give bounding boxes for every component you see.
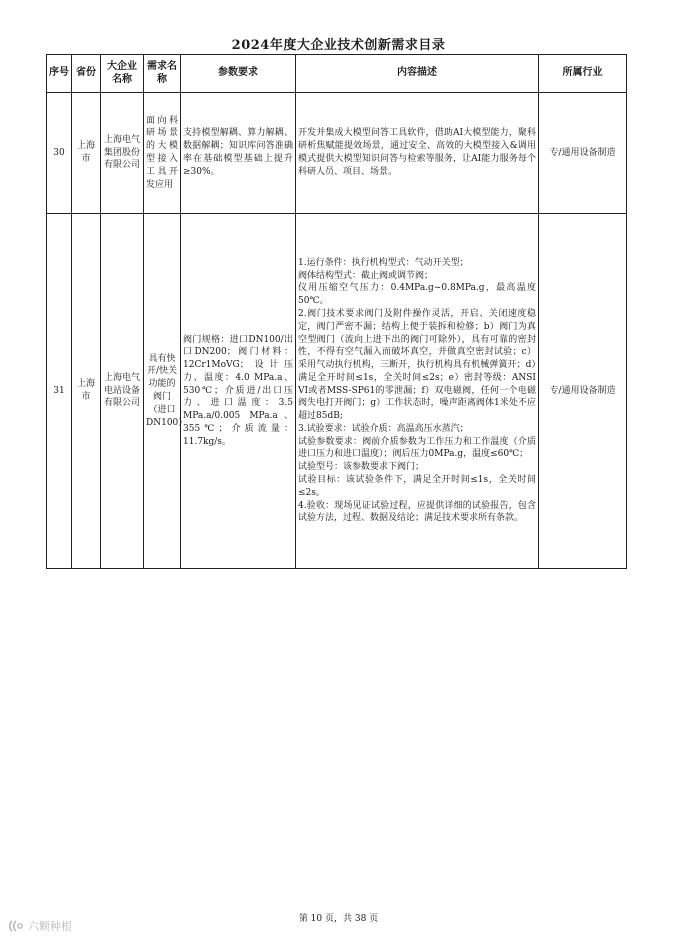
cell-enterprise: 上海电气集团股份有限公司 — [101, 93, 144, 214]
header-enterprise: 大企业名称 — [101, 55, 144, 93]
cell-params: 支持模型解耦、算力解耦、数据解耦；知识库问答准确率在基础模型基础上提升≥30%。 — [181, 93, 296, 214]
cell-need: 具有快开/快关功能的阀门（进口DN100） — [144, 214, 181, 569]
header-seq: 序号 — [47, 55, 72, 93]
cell-province: 上海市 — [72, 93, 101, 214]
table-row — [47, 93, 627, 214]
header-content: 内容描述 — [296, 55, 539, 93]
cell-params: 阀门规格：进口DN100/出口DN200；阀门材料：12Cr1MoVG；设计压力、温度：4.0 MPa.a、530℃；介质进/出口压力、进口温度：3.5 MPa.a/0.005 MPa.a、355℃；介质流量：11.7kg/s。 — [181, 214, 296, 569]
cell-seq: 30 — [47, 93, 72, 214]
page-title: 2024年度大企业技术创新需求目录 — [231, 38, 446, 53]
header-need: 需求名称 — [144, 55, 181, 93]
requirements-table — [46, 54, 627, 569]
header-params: 参数要求 — [181, 55, 296, 93]
page-footer: 第 10 页，共 38 页 — [298, 914, 379, 924]
table-header-row — [47, 55, 627, 93]
cell-need: 面向科研场景的大模型接入工具开发应用 — [144, 93, 181, 214]
header-province: 省份 — [72, 55, 101, 93]
table-row — [47, 214, 627, 569]
watermark-logo-icon — [8, 918, 24, 934]
watermark — [8, 918, 72, 934]
cell-industry: 专/通用设备制造 — [539, 93, 627, 214]
cell-content: 开发并集成大模型问答工具软件，借助AI大模型能力，聚科研析焦赋能提效场景，通过安全、高效的大模型接入&调用模式提供大模型知识问答与检索等服务，让AI能力服务每个科研人员、项目、场景。 — [296, 93, 539, 214]
cell-seq: 31 — [47, 214, 72, 569]
cell-content: 1.运行条件：执行机构型式：气动开关型； 阀体结构型式：截止阀或调节阀； 仪用压缩空气压力：0.4MPa.g~0.8MPa.g，最高温度50℃。 2.阀门技术要求阀门及附件操作灵活，开启、关闭速度稳定，阀门严密不漏；结构上便于装拆和检修；b）阀门为真空型阀门（流向上进下出的阀门可除外），具有可靠的密封性，不得有空气漏入而破坏真空，并做真空密封试验；c）采用气动执行机构，三断开，执行机构具有机械弹簧开；d）满足全开时间≤1s，全关时间≤2s；e）密封等级：ANSI VI或者MSS-SP61的零泄漏；f）双电磁阀，任何一个电磁阀失电打开阀门；g）工作状态时，噪声距离阀体1米处不应超过85dB; 3.试验要求：试验介质：高温高压水蒸汽； 试验参数要求：阀前介质参数为工作压力和工作温度（介质进口压力和进口温度）；阀后压力0MPa.g，温度≤60℃； 试验型号：该参数要求下阀门； 试验目标：该试验条件下，满足全开时间≤1s，全关时间≤2s。 4.验收：现场见证试验过程，应提供详细的试验报告，包含试验方法，过程、数据及结论；满足技术要求所有条款。 — [296, 214, 539, 569]
cell-enterprise: 上海电气电站设备有限公司 — [101, 214, 144, 569]
header-industry: 所属行业 — [539, 55, 627, 93]
watermark-text: 六颗种根 — [28, 920, 72, 933]
cell-province: 上海市 — [72, 214, 101, 569]
cell-industry: 专/通用设备制造 — [539, 214, 627, 569]
